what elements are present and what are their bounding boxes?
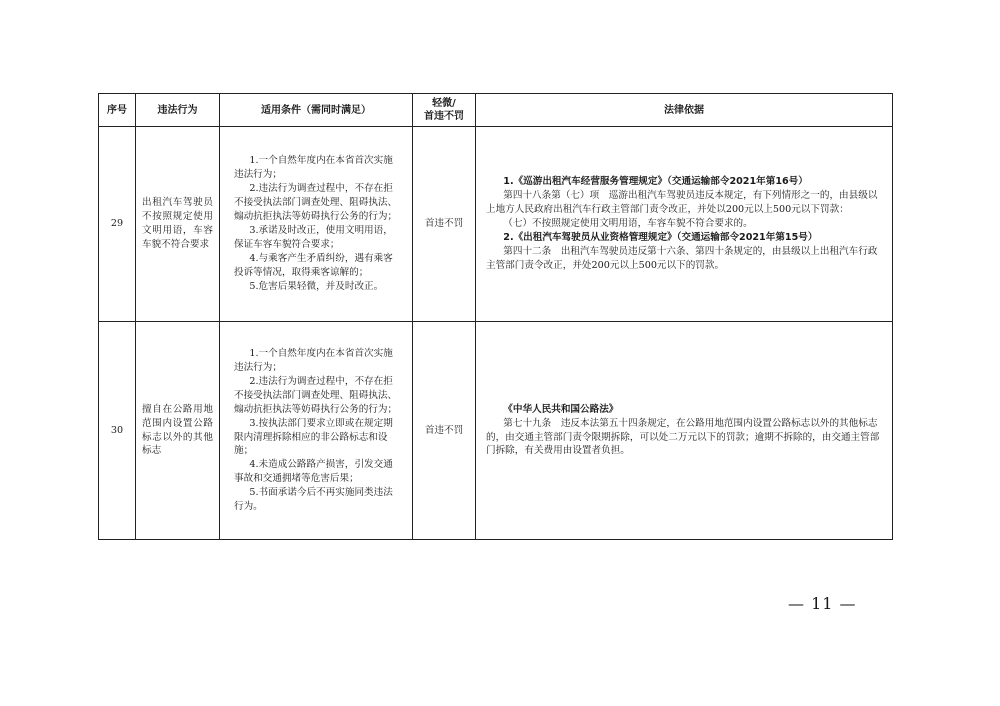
table-row: [99, 322, 893, 540]
row-penalty-type: 首违不罚: [413, 322, 476, 540]
condition-item: 1.一个自然年度内在本省首次实施违法行为；: [234, 348, 393, 373]
law-title: 1.《巡游出租汽车经营服务管理规定》（交通运输部令2021年第16号）: [503, 176, 808, 188]
table-row: [99, 127, 893, 322]
condition-item: 5.危害后果轻微，并及时改正。: [249, 280, 384, 292]
header-conditions: 适用条件（需同时满足）: [220, 94, 413, 127]
header-violation: 违法行为: [136, 94, 220, 127]
row-legal-basis: [476, 127, 893, 322]
row-legal-basis: [476, 322, 893, 540]
row-number: 30: [99, 322, 136, 540]
law-title: 2.《出租汽车驾驶员从业资格管理规定》（交通运输部令2021年第15号）: [503, 231, 818, 243]
condition-item: 4.未造成公路路产损害，引发交通事故和交通拥堵等危害后果；: [234, 459, 393, 485]
row-conditions: [220, 322, 413, 540]
row-violation: 出租汽车驾驶员不按照规定使用文明用语，车容车貌不符合要求: [136, 127, 220, 322]
condition-item: 5.书面承诺今后不再实施同类违法行为。: [234, 487, 393, 513]
law-article: 第四十八条第（七）项 巡游出租汽车驾驶员违反本规定，有下列情形之一的，由县级以上地方人民政府出租汽车行政主管部门责令改正，并处以200元以上500元以下罚款：: [486, 190, 878, 216]
page-number: — 11 —: [788, 594, 857, 613]
condition-item: 2.违法行为调查过程中，不存在拒不接受执法部门调查处理、阻碍执法、煽动抗拒执法等妨碍执行公务的行为；: [234, 375, 398, 415]
condition-item: 1.一个自然年度内在本省首次实施违法行为；: [234, 155, 393, 181]
condition-item: 4.与乘客产生矛盾纠纷，遇有乘客投诉等情况，取得乘客谅解的；: [234, 252, 393, 278]
header-penalty-type: [413, 94, 476, 127]
row-penalty-type: 首违不罚: [413, 127, 476, 322]
row-conditions: [220, 127, 413, 322]
header-legal-basis: 法律依据: [476, 94, 893, 127]
header-penalty-type-line2: 首违不罚: [424, 111, 464, 122]
regulation-table: [98, 93, 893, 540]
header-number: 序号: [99, 94, 136, 127]
law-title: 《中华人民共和国公路法》: [503, 403, 619, 415]
row-number: 29: [99, 127, 136, 322]
condition-item: 3.承诺及时改正，使用文明用语，保证车容车貌符合要求；: [234, 225, 393, 250]
law-article: 第七十九条 违反本法第五十四条规定，在公路用地范围内设置公路标志以外的其他标志的，由交通主管部门责令限期拆除，可以处二万元以下的罚款；逾期不拆除的，由交通主管部门拆除，有关费用由设置者负担。: [486, 417, 880, 457]
row-violation: 擅自在公路用地范围内设置公路标志以外的其他标志: [136, 322, 220, 540]
condition-item: 2.违法行为调查过程中，不存在拒不接受执法部门调查处理、阻碍执法、煽动抗拒执法等妨碍执行公务的行为；: [234, 183, 398, 223]
law-article: （七）不按照规定使用文明用语，车容车貌不符合要求的。: [503, 218, 753, 230]
header-penalty-type-line1: 轻微/: [432, 98, 456, 109]
table-header-row: [99, 94, 893, 127]
condition-item: 3.按执法部门要求立即或在规定期限内清理拆除相应的非公路标志和设施；: [234, 417, 393, 457]
law-article: 第四十二条 出租汽车驾驶员违反第十六条、第四十条规定的，由县级以上出租汽车行政主管部门责令改正，并处200元以上500元以下的罚款。: [486, 245, 878, 271]
